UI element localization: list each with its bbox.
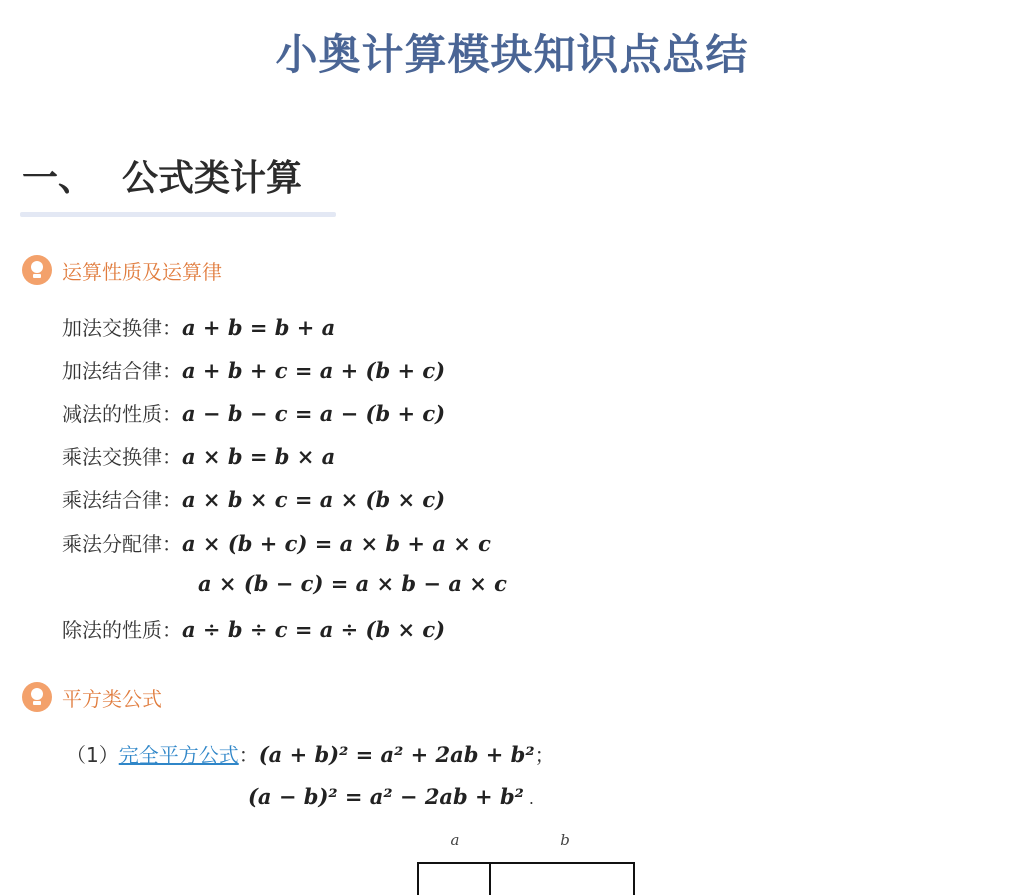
rule-formula: a × (b − c) = a × b − a × c — [198, 571, 507, 596]
section-underline — [20, 212, 336, 217]
diagram-outer-square — [418, 863, 634, 895]
square-formula-line-2 — [248, 784, 534, 809]
rule-formula: a × b = b × a — [182, 444, 336, 469]
rule-row — [62, 528, 491, 557]
section-title-text: 公式类计算 — [122, 158, 303, 199]
rule-label: 减法的性质： — [62, 402, 182, 426]
subsection-heading-squares — [22, 682, 162, 712]
section-heading — [22, 150, 302, 201]
rule-label: 加法结合律： — [62, 359, 182, 383]
perfect-square-link[interactable]: 完全平方公式 — [118, 743, 239, 767]
lightbulb-icon — [22, 255, 52, 285]
square-formula-sum: (a + b)² = a² + 2ab + b² — [258, 742, 535, 767]
rule-formula: a + b + c = a + (b + c) — [182, 358, 446, 383]
subsection-heading-operations — [22, 255, 222, 285]
rule-row — [62, 312, 335, 341]
rule-row — [62, 441, 335, 470]
rule-formula: a − b − c = a − (b + c) — [182, 401, 446, 426]
rule-row-continuation — [198, 571, 507, 596]
rule-label: 乘法交换律： — [62, 445, 182, 469]
rule-formula: a × b × c = a × (b × c) — [182, 487, 446, 512]
lightbulb-icon — [22, 682, 52, 712]
document-title: 小奥计算模块知识点总结 — [275, 30, 749, 79]
rule-row — [62, 614, 445, 643]
subsection-heading-text: 平方类公式 — [62, 686, 162, 711]
item-prefix: （1） — [66, 743, 119, 767]
diagram-label-a: a — [450, 831, 460, 849]
rule-label: 乘法分配律： — [62, 532, 182, 556]
rule-formula: a × (b + c) = a × b + a × c — [182, 531, 491, 556]
square-formula-line — [66, 739, 555, 768]
rule-label: 加法交换律： — [62, 316, 182, 340]
rule-formula: a + b = b + a — [182, 315, 336, 340]
square-formula-difference: (a − b)² = a² − 2ab + b² — [248, 784, 524, 809]
rule-row — [62, 398, 445, 427]
section-number: 一、 — [22, 158, 95, 199]
subsection-heading-text: 运算性质及运算律 — [62, 259, 222, 284]
diagram-label-b: b — [560, 831, 570, 849]
square-diagram — [0, 828, 1024, 895]
rule-label: 除法的性质： — [62, 618, 182, 642]
rule-row — [62, 355, 445, 384]
rule-formula: a ÷ b ÷ c = a ÷ (b × c) — [182, 617, 446, 642]
rule-row — [62, 484, 445, 513]
formula-end-mark: . — [528, 789, 535, 808]
rule-label: 乘法结合律： — [62, 488, 182, 512]
formula-end-mark: ； — [534, 743, 555, 767]
item-colon: ： — [238, 743, 259, 767]
